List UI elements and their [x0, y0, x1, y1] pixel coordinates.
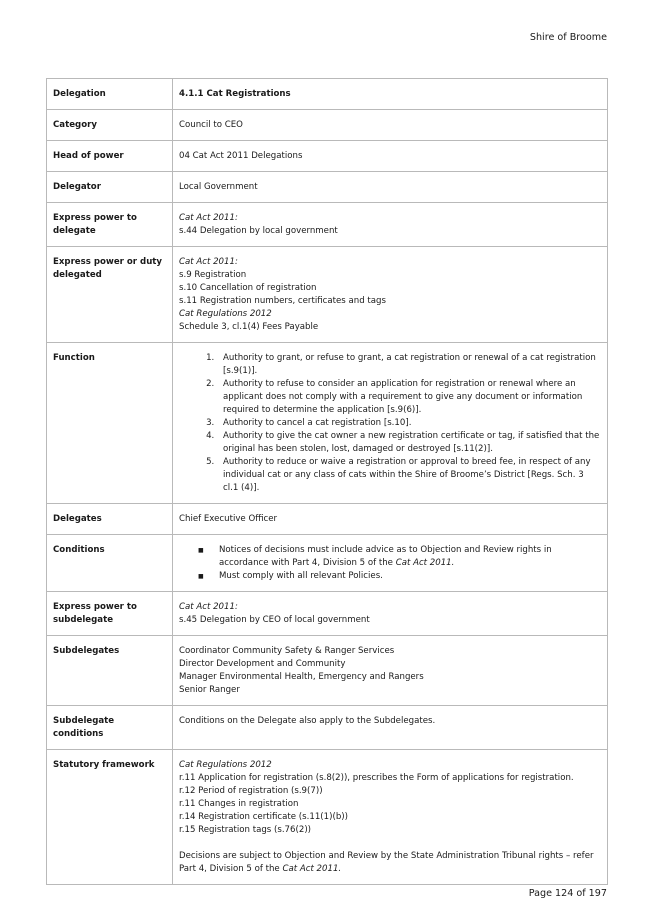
section-line: s.44 Delegation by local government — [179, 226, 338, 236]
note-text: Decisions are subject to Objection and Review by the State Administration Tribunal rights – refer Part 4, Division 5 of the — [179, 851, 594, 874]
function-list — [179, 352, 601, 495]
list-item: 1. Authority to grant, or refuse to grant, a cat registration or renewal of a cat registration [s.9(1)]. — [217, 352, 601, 378]
row-value: Chief Executive Officer — [173, 504, 608, 535]
row-value — [173, 203, 608, 247]
row-value: Council to CEO — [173, 110, 608, 141]
row-delegator — [47, 172, 608, 203]
subdelegate-line: Manager Environmental Health, Emergency and Rangers — [179, 672, 424, 682]
row-label: Category — [47, 110, 173, 141]
row-label: Express power to delegate — [47, 203, 173, 247]
row-label: Delegates — [47, 504, 173, 535]
page-header: Shire of Broome — [529, 32, 607, 43]
subdelegate-line: Coordinator Community Safety & Ranger Services — [179, 646, 395, 656]
row-value: 4.1.1 Cat Registrations — [173, 79, 608, 110]
row-label: Conditions — [47, 535, 173, 592]
list-item — [217, 544, 601, 570]
row-value — [173, 343, 608, 504]
row-label: Delegator — [47, 172, 173, 203]
row-label: Statutory framework — [47, 750, 173, 885]
page-footer: Page 124 of 197 — [528, 888, 607, 899]
section-line: s.10 Cancellation of registration — [179, 283, 317, 293]
section-line: s.9 Registration — [179, 270, 247, 280]
row-value: Local Government — [173, 172, 608, 203]
act-title: Cat Act 2011: — [179, 257, 238, 267]
regulations-title: Cat Regulations 2012 — [179, 760, 272, 770]
row-value — [173, 535, 608, 592]
row-head-of-power — [47, 141, 608, 172]
row-label: Delegation — [47, 79, 173, 110]
conditions-list — [179, 544, 601, 583]
row-subdelegate-conditions — [47, 706, 608, 750]
section-line: s.45 Delegation by CEO of local government — [179, 615, 370, 625]
list-item: 4. Authority to give the cat owner a new registration certificate or tag, if satisfied that the original has been stolen, lost, damaged or destroyed [s.11(2)]. — [217, 430, 601, 456]
row-label: Head of power — [47, 141, 173, 172]
row-subdelegates — [47, 636, 608, 706]
row-label: Function — [47, 343, 173, 504]
row-express-power-or-duty — [47, 247, 608, 343]
act-reference: Cat Act 2011. — [282, 864, 342, 874]
section-line: Schedule 3, cl.1(4) Fees Payable — [179, 322, 319, 332]
row-express-power-to-delegate — [47, 203, 608, 247]
row-value: Conditions on the Delegate also apply to the Subdelegates. — [173, 706, 608, 750]
row-value — [173, 636, 608, 706]
row-function — [47, 343, 608, 504]
list-item: 3. Authority to cancel a cat registration [s.10]. — [217, 417, 601, 430]
section-line: r.15 Registration tags (s.76(2)) — [179, 825, 312, 835]
section-line: r.14 Registration certificate (s.11(1)(b)) — [179, 812, 348, 822]
regulations-title: Cat Regulations 2012 — [179, 309, 272, 319]
act-title: Cat Act 2011: — [179, 602, 238, 612]
row-value — [173, 247, 608, 343]
row-value: 04 Cat Act 2011 Delegations — [173, 141, 608, 172]
spacer — [179, 837, 601, 850]
row-delegation — [47, 79, 608, 110]
row-express-power-to-subdelegate — [47, 592, 608, 636]
section-line: s.11 Registration numbers, certificates and tags — [179, 296, 386, 306]
list-item: 5. Authority to reduce or waive a registration or approval to breed fee, in respect of any individual cat or any class of cats within the Shire of Broome’s District [Regs. Sch. 3 cl.1 (4)]. — [217, 456, 601, 495]
row-delegates — [47, 504, 608, 535]
row-label: Express power or duty delegated — [47, 247, 173, 343]
row-label: Subdelegates — [47, 636, 173, 706]
subdelegate-line: Senior Ranger — [179, 685, 240, 695]
row-conditions — [47, 535, 608, 592]
list-item: 2. Authority to refuse to consider an application for registration or renewal where an applicant does not comply with a requirement to give any document or information required to determine the application [s.9(6)]. — [217, 378, 601, 417]
act-title: Cat Act 2011: — [179, 213, 238, 223]
row-value — [173, 750, 608, 885]
section-line: r.12 Period of registration (s.9(7)) — [179, 786, 323, 796]
row-value — [173, 592, 608, 636]
section-line: r.11 Changes in registration — [179, 799, 299, 809]
act-reference: Cat Act 2011. — [395, 558, 455, 568]
row-label: Express power to subdelegate — [47, 592, 173, 636]
row-statutory-framework — [47, 750, 608, 885]
tribunal-note — [179, 850, 601, 876]
condition-text: Notices of decisions must include advice as to Objection and Review rights in accordance with Part 4, Division 5 of the — [219, 545, 552, 568]
row-label: Subdelegate conditions — [47, 706, 173, 750]
subdelegate-line: Director Development and Community — [179, 659, 346, 669]
list-item: ■ Must comply with all relevant Policies. — [217, 570, 601, 583]
row-category — [47, 110, 608, 141]
section-line: r.11 Application for registration (s.8(2)), prescribes the Form of applications for registration. — [179, 773, 574, 783]
delegation-table — [46, 78, 608, 885]
